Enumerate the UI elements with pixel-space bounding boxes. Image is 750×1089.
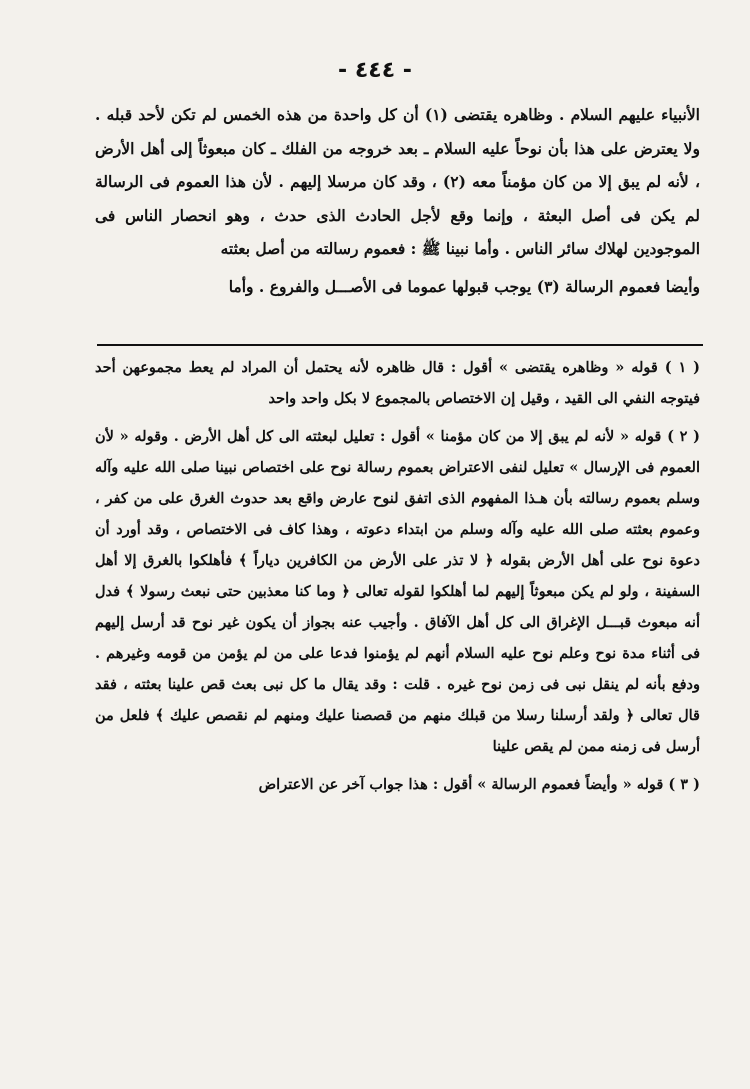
footnotes [95,352,700,807]
footnote-divider [97,344,703,346]
page-number: - ٤٤٤ - [338,58,412,83]
footnote-3: ( ٣ ) قوله « وأيضاً فعموم الرسالة » أقول : هذا جواب آخر عن الاعتراض [258,776,700,793]
main-paragraph: الأنبياء عليهم السلام . وظاهره يقتضى (١) أن كل واحدة من هذه الخمس لم تكن لأحد قبله . ولا يعترض على هذا بأن نوحاً عليه السلام ـ بعد خروجه من الفلك ـ كان مبعوثاً إلى أهل الأرض ، لأنه لم يبق إلا من كان مؤمناً معه (٢) ، وقد كان مرسلا إليهم . لأن هذا العموم فى الرسالة لم يكن فى أصل البعثة ، وإنما وقع لأجل الحادث الذى حدث ، وهو انحصار الناس فى الموجودين لهلاك سائر الناس . وأما نبينا ﷺ : فعموم رسالته من أصل بعثته [95,105,700,258]
footnote-1: ( ١ ) قوله « وظاهره يقتضى » أقول : قال ظاهره لأنه يحتمل أن المراد لم يعط مجموعهن أحد فيتوجه النفي الى القيد ، وقيل إن الاختصاص بالمجموع لا بكل واحد واحد [95,359,700,407]
main-paragraph: وأيضا فعموم الرسالة (٣) يوجب قبولها عموما فى الأصـــل والفروع . وأما [228,276,700,296]
main-text [95,98,700,303]
footnote-2: ( ٢ ) قوله « لأنه لم يبق إلا من كان مؤمنا » أقول : تعليل لبعثته الى كل أهل الأرض . وقوله « لأن العموم فى الإرسال » تعليل لنفى الاعتراض بعموم رسالة نوح على اختصاص نبينا صلى الله عليه وآله وسلم بعموم رسالته بأن هـذا المفهوم الذى اتفق لنوح عارض واقع بعد حدوث الغرق على من كفر ، وعموم بعثته صلى الله عليه وآله وسلم من ابتداء دعوته ، وهذا كاف فى الاختصاص ، وقد أورد أن دعوة نوح على أهل الأرض بقوله ﴿ لا تذر على الأرض من الكافرين دياراً ﴾ فأهلكوا بالغرق إلا أهل السفينة ، ولو لم يكن مبعوثاً إليهم لما أهلكوا لقوله تعالى ﴿ وما كنا معذبين حتى نبعث رسولا ﴾ فدل أنه مبعوث قبـــل الإغراق الى كل أهل الآفاق . وأجيب عنه بجواز أن يكون غير نوح قد أرسل إليهم فى أثناء مدة نوح وعلم نوح عليه السلام أنهم لم يؤمنوا فدعا على من لم يؤمن من قومه وغيرهم . ودفع بأنه لم ينقل نبى فى زمن نوح غيره . قلت : وقد يقال ما كل نبى بعث قص علينا بعثته ، فقد قال تعالى ﴿ ولقد أرسلنا رسلا من قبلك منهم من قصصنا عليك ومنهم لم نقصص عليك ﴾ فلعل من أرسل فى زمنه ممن لم يقص علينا [95,428,700,755]
